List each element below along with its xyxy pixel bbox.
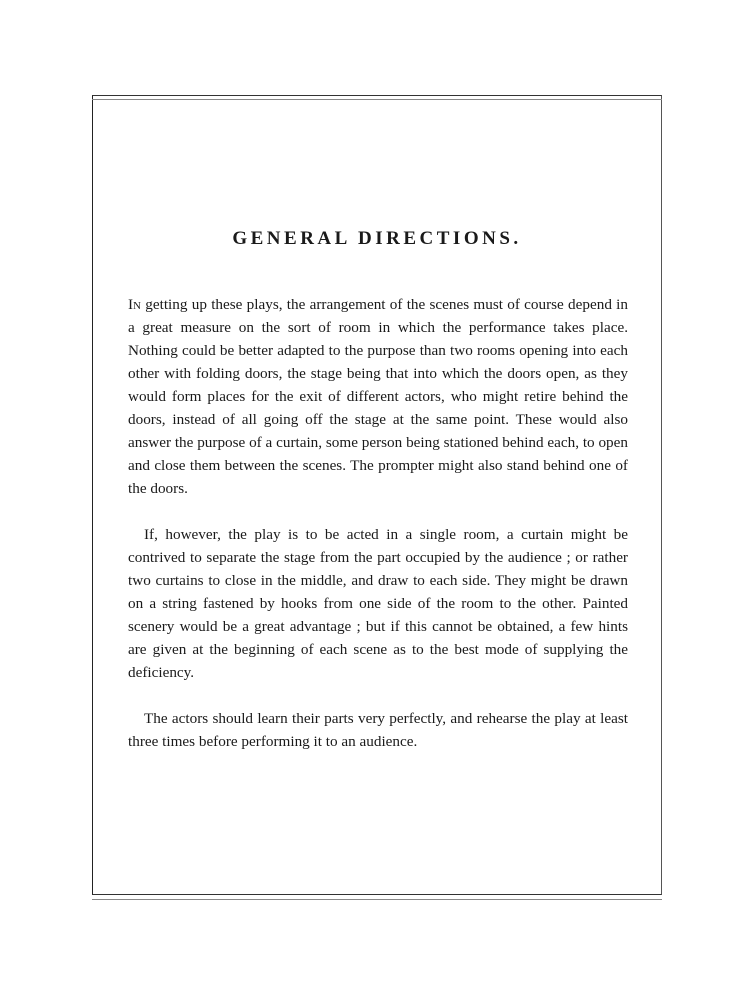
paragraph-2: If, however, the play is to be acted in a single room, a curtain might be contrived to separate the stage from the part occupied by the audience ; or rather two curtains to close in the middle, and draw to each side. They might be drawn on a string fastened by hooks from one side of the room to the other. Painted scenery would be a great advantage ; but if this cannot be obtained, a few hints are given at the beginning of each scene as to the best mode of supplying the deficiency. <box>128 526 628 681</box>
page-title: GENERAL DIRECTIONS. <box>232 228 522 249</box>
paragraph-text: getting up these plays, the arrangement of the scenes must of course depend in a great measure on the sort of room in which the performance takes place. Nothing could be better adapted to the purpose than two rooms opening into each other with folding doors, the stage being that into which the doors open, as they would form places for the exit of different actors, who might retire behind the doors, instead of all going off the stage at the same point. These would also answer the purpose of a curtain, some person being stationed behind each, to open and close them between the scenes. The prompter might also stand behind one of the doors. <box>128 296 628 497</box>
body-text <box>128 293 628 776</box>
bottom-rule <box>92 899 662 900</box>
paragraph-lead: In <box>128 296 142 313</box>
paragraph-3: The actors should learn their parts very perfectly, and rehearse the play at least three times before performing it to an audience. <box>128 710 628 750</box>
paragraph-1 <box>128 293 628 500</box>
top-rule <box>92 99 662 100</box>
